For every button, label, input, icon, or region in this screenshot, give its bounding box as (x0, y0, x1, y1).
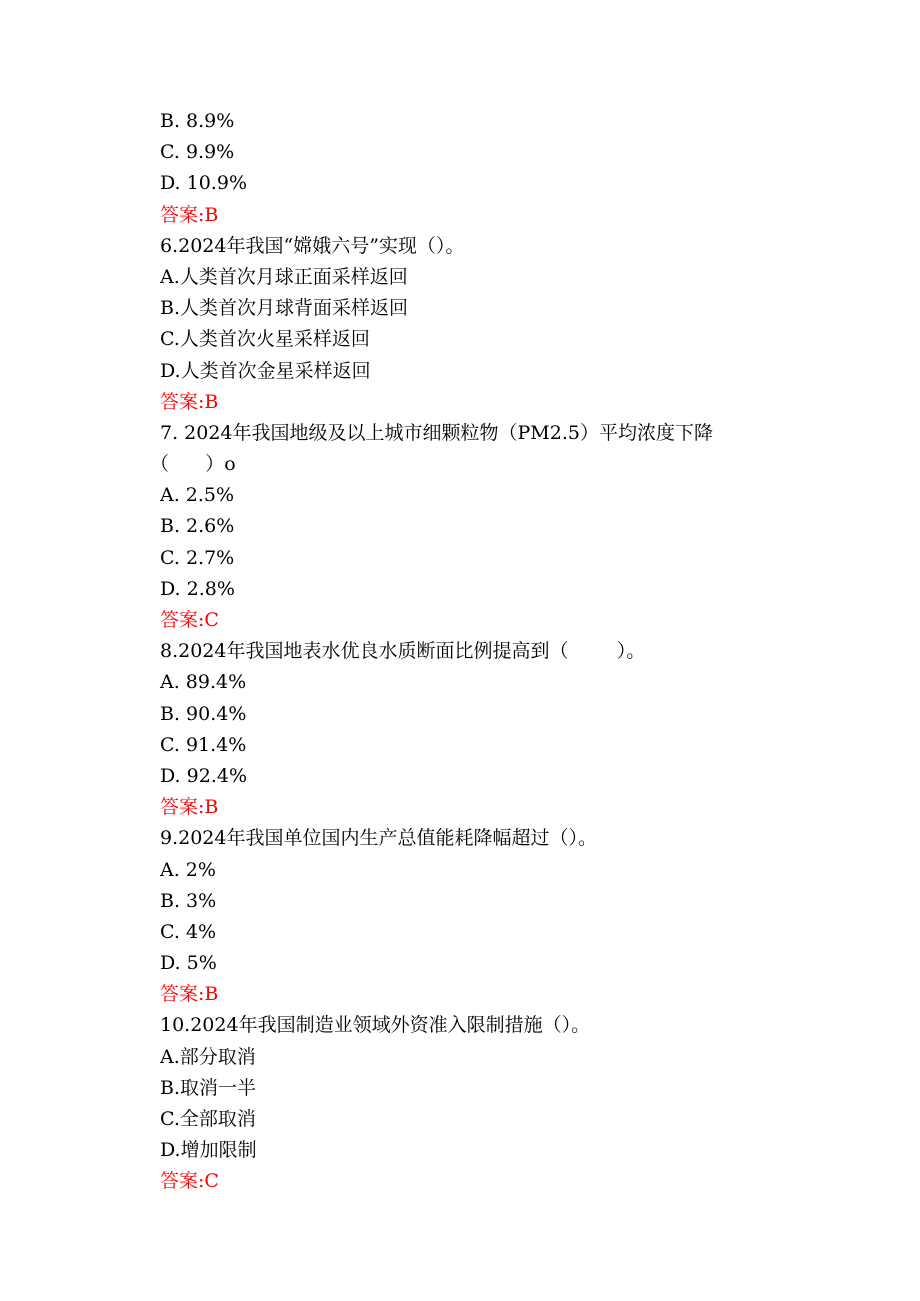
answer-10: 答案:C (160, 1170, 219, 1193)
answer-7: 答案:C (160, 609, 219, 631)
option-6c: C.人类首次火星采样返回 (160, 328, 370, 351)
question-list (150, 106, 800, 1198)
option-6d: D.人类首次金星采样返回 (160, 359, 371, 382)
option-5b: B. 8.9% (160, 110, 235, 132)
question-10: 10.2024年我国制造业领域外资准入限制措施（）。 (160, 1014, 591, 1037)
option-5d: D. 10.9% (160, 172, 247, 195)
option-6b: B.人类首次月球背面采样返回 (160, 297, 409, 320)
option-8c: C. 91.4% (160, 733, 247, 756)
option-10b: B.取消一半 (160, 1076, 257, 1099)
question-9: 9.2024年我国单位国内生产总值能耗降幅超过（）。 (160, 827, 597, 850)
answer-6: 答案:B (160, 390, 219, 413)
option-5c: C. 9.9% (160, 141, 235, 164)
answer-8: 答案:B (160, 796, 219, 819)
option-10c: C.全部取消 (160, 1108, 256, 1130)
option-8d: D. 92.4% (160, 764, 247, 787)
option-6a: A.人类首次月球正面采样返回 (160, 265, 408, 288)
option-7b: B. 2.6% (160, 515, 235, 538)
option-10a: A.部分取消 (160, 1045, 256, 1068)
question-7: 7. 2024年我国地级及以上城市细颗粒物（PM2.5）平均浓度下降 (160, 421, 713, 444)
answer-9: 答案:B (160, 983, 219, 1006)
option-7d: D. 2.8% (160, 577, 235, 600)
option-9c: C. 4% (160, 920, 217, 943)
answer-5: 答案:B (160, 203, 219, 226)
option-8a: A. 89.4% (160, 671, 247, 694)
option-10d: D.增加限制 (160, 1139, 257, 1162)
option-7a: A. 2.5% (160, 484, 235, 507)
question-8: 8.2024年我国地表水优良水质断面比例提高到（ ）。 (160, 640, 646, 663)
option-9d: D. 5% (160, 952, 217, 975)
option-9b: B. 3% (160, 889, 217, 912)
option-7c: C. 2.7% (160, 546, 235, 569)
question-6: 6.2024年我国“嫦娥六号”实现（）。 (160, 234, 465, 257)
option-8b: B. 90.4% (160, 702, 247, 725)
option-9a: A. 2% (160, 858, 216, 881)
question-7-blank: （ ）o (150, 453, 236, 476)
